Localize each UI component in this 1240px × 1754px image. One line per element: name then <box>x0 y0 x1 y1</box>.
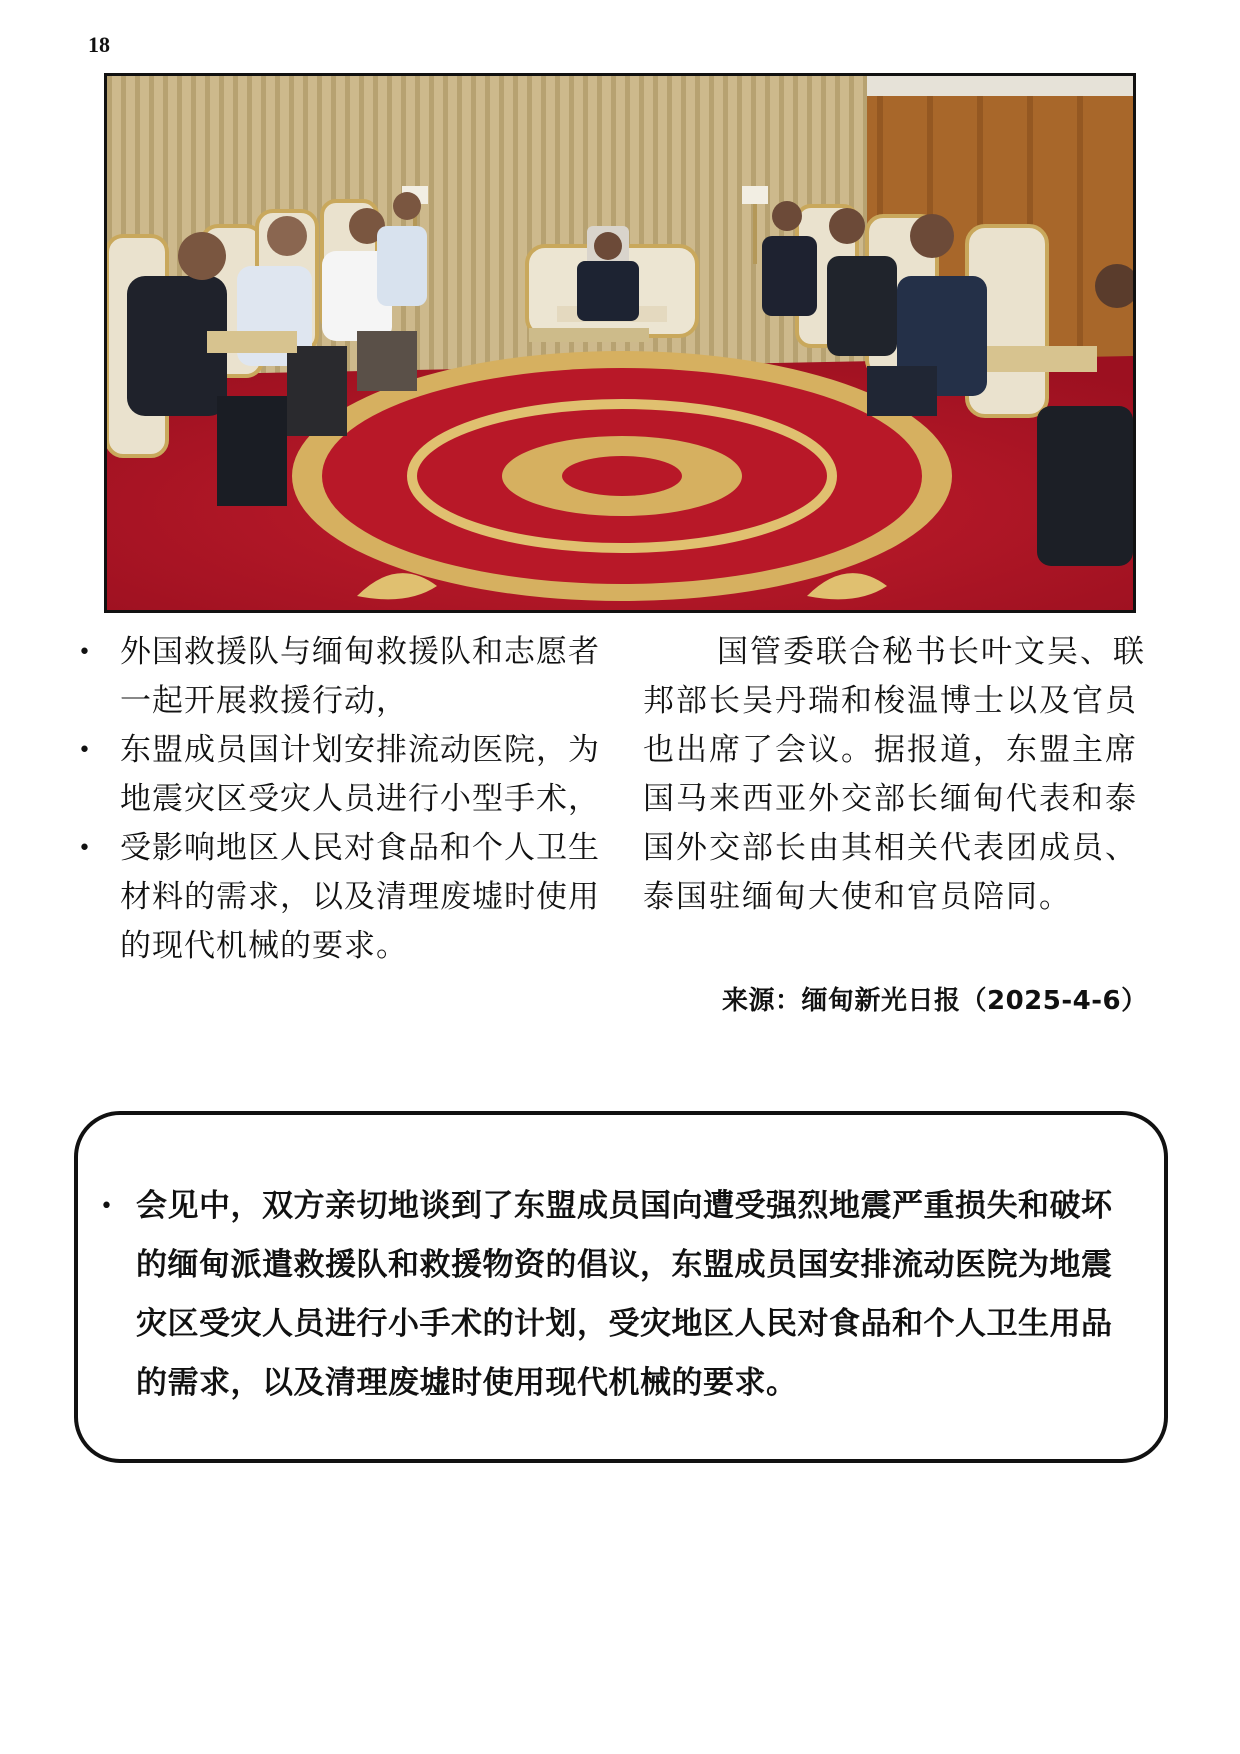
list-item: • 外国救援队与缅甸救援队和志愿者一起开展救援行动， <box>78 628 618 726</box>
list-item: • 受影响地区人民对食品和个人卫生材料的需求，以及清理废墟时使用的现代机械的要求。 <box>78 824 618 971</box>
left-column <box>78 628 618 971</box>
meeting-room-photo-icon <box>107 76 1133 610</box>
callout-bullet: • 会见中，双方亲切地谈到了东盟成员国向遭受强烈地震严重损失和破坏的缅甸派遣救援队和救援物资的倡议，东盟成员国安排流动医院为地震灾区受灾人员进行小手术的计划，受灾地区人民对食品和个人卫生用品的需求，以及清理废墟时使用现代机械的要求。 <box>100 1177 1136 1413</box>
summary-callout-box <box>74 1111 1168 1463</box>
page-number: 18 <box>88 32 110 57</box>
meeting-photo <box>104 73 1136 613</box>
list-item: • 东盟成员国计划安排流动医院，为地震灾区受灾人员进行小型手术， <box>78 726 618 824</box>
right-column <box>643 628 1163 922</box>
callout-list <box>100 1177 1136 1413</box>
body-paragraph: 国管委联合秘书长叶文吴、联邦部长吴丹瑞和梭温博士以及官员也出席了会议。据报道，东盟主席国马来西亚外交部长缅甸代表和泰国外交部长由其相关代表团成员、泰国驻缅甸大使和官员陪同。 <box>643 634 1146 915</box>
source-citation: 来源：缅甸新光日报（2025-4-6） <box>722 986 1148 1016</box>
left-bullet-list <box>78 628 618 971</box>
